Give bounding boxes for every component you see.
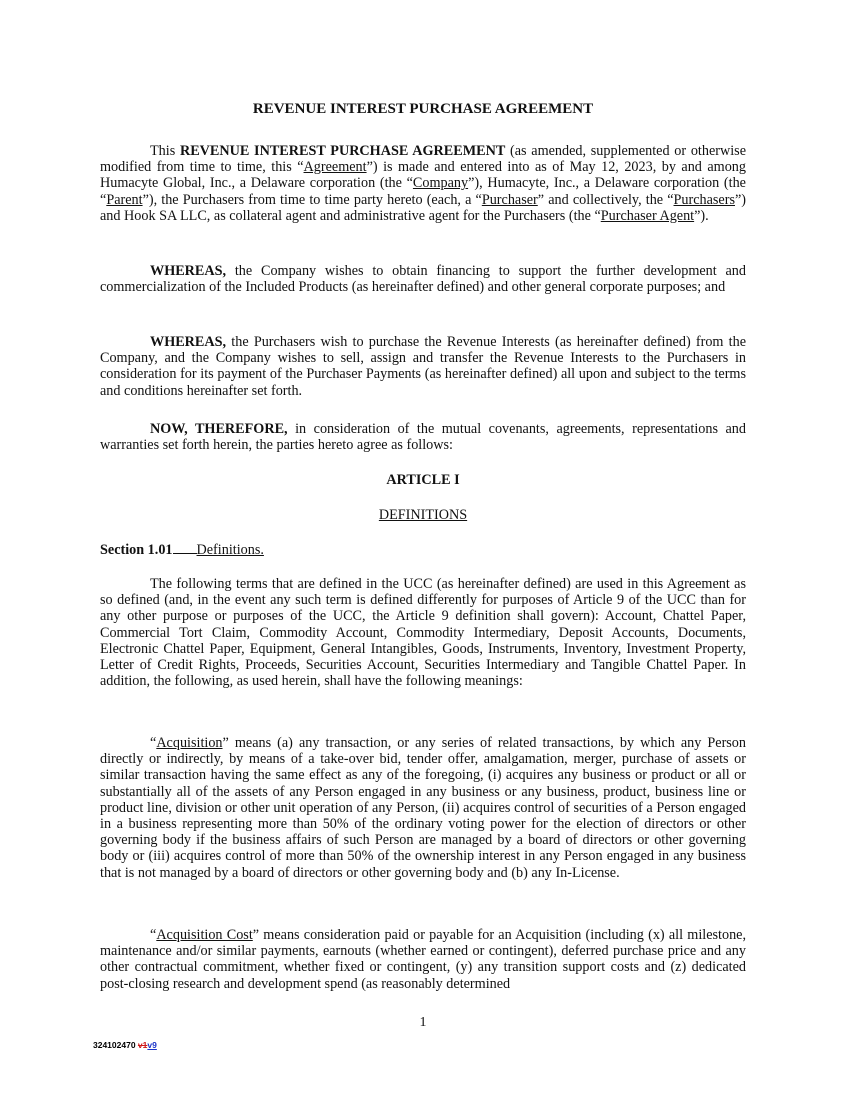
definition-acquisition-cost: “Acquisition Cost” means consideration paid or payable for an Acquisition (including (x) all milestone, maintenance and/or similar payments, earnouts (whether earned or contingent), deferred purchase price and any other contractual commitment, whether fixed or contingent, (y) any transition support costs and (z) dedicated post-closing research and development spend (as reasonably determined bbox=[100, 927, 747, 992]
doc-version-new: v9 bbox=[147, 1040, 157, 1050]
defined-term-purchasers: Purchasers bbox=[673, 191, 735, 208]
now-therefore-paragraph: NOW, THEREFORE, in consideration of the mutual covenants, agreements, representations and warranties set forth herein, the parties hereto agree as follows: bbox=[100, 421, 746, 454]
whereas-paragraph-2: WHEREAS, the Purchasers wish to purchase the Revenue Interests (as hereinafter defined) from the Company, and the Company wishes to sell, assign and transfer the Revenue Interests to the Purchasers in consideration for its payment of the Purchaser Payments (as hereinafter defined) all upon and subject to the terms and conditions hereinafter set forth. bbox=[100, 334, 746, 399]
article-subheading: DEFINITIONS bbox=[378, 507, 468, 523]
article-heading: ARTICLE I bbox=[386, 472, 460, 488]
intro-paragraph: This REVENUE INTEREST PURCHASE AGREEMENT (as amended, supplemented or otherwise modified from time to time, this “Agreement”) is made and entered into as of May 12, 2023, by and among Humacyte Global, Inc., a Delaware corporation (the “Company”), Humacyte, Inc., a Delaware corporation (the “Parent”), the Purchasers from time to time party hereto (each, a “Purchaser” and collectively, the “Purchasers”) and Hook SA LLC, as collateral agent and administrative agent for the Purchasers (the “Purchaser Agent”). bbox=[100, 143, 747, 224]
defined-term-company: Company bbox=[412, 175, 469, 192]
section-title: Definitions. bbox=[196, 542, 264, 558]
page-number: 1 bbox=[419, 1015, 427, 1030]
section-heading bbox=[100, 541, 264, 559]
definitions-intro-paragraph: The following terms that are defined in the UCC (as hereinafter defined) are used in this Agreement as so defined (and, in the event any such term is defined differently for purposes of Article 9 of the UCC than for any other purpose or purposes of the UCC, the Article 9 definition shall govern): Account, Chattel Paper, Commercial Tort Claim, Commodity Account, Commodity Intermediary, Deposit Accounts, Documents, Electronic Chattel Paper, Equipment, General Intangibles, Goods, Instruments, Inventory, Investment Property, Letter of Credit Rights, Proceeds, Securities Account, Securities Intermediary and Tangible Chattel Paper. In addition, the following, as used herein, shall have the following meanings: bbox=[100, 576, 746, 690]
term-acquisition-cost: Acquisition Cost bbox=[156, 927, 253, 943]
definition-acquisition: “Acquisition” means (a) any transaction, or any series of related transactions, by which any Person directly or indirectly, by means of a take-over bid, tender offer, amalgamation, merger, purchase of assets or similar transaction having the same effect as any of the foregoing, (i) acquires any business or product or all or substantially all of the assets of any Person engaged in any business or any business, product, business line or product line, division or other unit operation of any Person, (ii) acquires control of securities of a Person engaged in a business representing more than 50% of the ordinary voting power for the election of directors or other governing body if the business affairs of such Person are managed by a board of directors or other governing body or (iii) acquires control of more than 50% of the ownership interest in any Person engaged in any business that is not managed by a board of directors or other governing body and (b) any In-License. bbox=[100, 735, 746, 881]
doc-version-old: v1 bbox=[137, 1040, 148, 1050]
defined-term-agreement: Agreement bbox=[303, 159, 367, 176]
defined-term-purchaser-agent: Purchaser Agent bbox=[600, 207, 695, 224]
term-acquisition: Acquisition bbox=[156, 735, 223, 751]
defined-term-purchaser: Purchaser bbox=[481, 191, 538, 208]
document-id: 324102470 v1v9 bbox=[93, 1040, 157, 1050]
defined-term-parent: Parent bbox=[106, 191, 143, 208]
whereas-paragraph-1: WHEREAS, the Company wishes to obtain financing to support the further development and commercialization of the Included Products (as hereinafter defined) and other general corporate purposes; and bbox=[100, 263, 746, 296]
section-number: Section 1.01 bbox=[100, 542, 173, 558]
agreement-name: REVENUE INTEREST PURCHASE AGREEMENT bbox=[179, 143, 506, 159]
document-page bbox=[100, 0, 746, 1100]
document-title: REVENUE INTEREST PURCHASE AGREEMENT bbox=[252, 101, 594, 117]
